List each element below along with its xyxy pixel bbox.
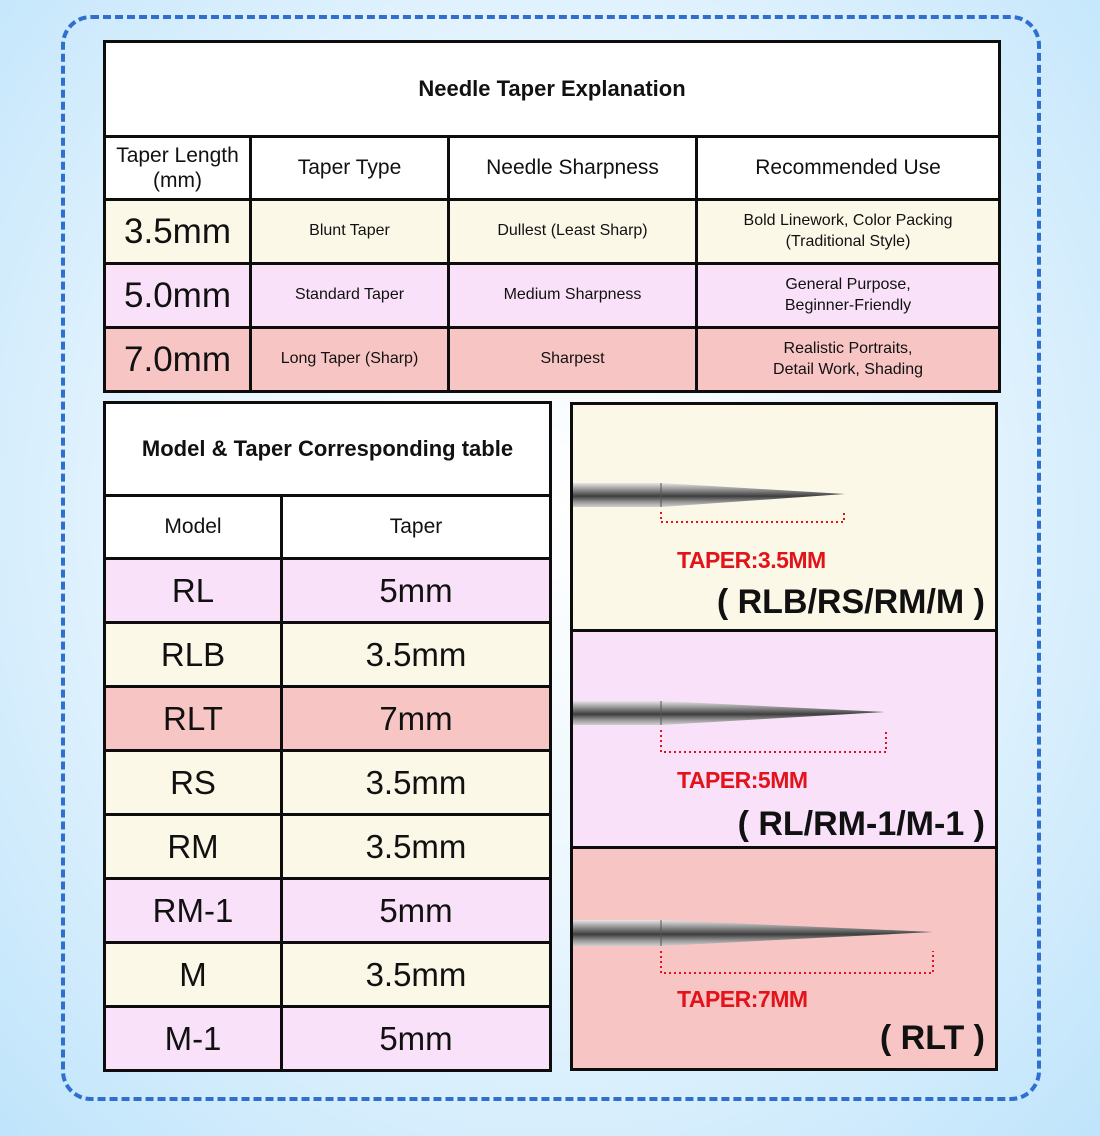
model-cell: RM-1 — [105, 879, 282, 943]
taper-label: TAPER:3.5MM — [677, 547, 826, 573]
header-needle-sharpness: Needle Sharpness — [449, 137, 697, 200]
model-row — [105, 879, 551, 943]
use-line: Realistic Portraits, — [783, 339, 913, 357]
taper-bracket — [661, 951, 933, 973]
explanation-row — [105, 264, 1000, 328]
taper-cell: 3.5mm — [282, 623, 551, 687]
needle-panel-5mm — [570, 629, 998, 846]
taper-type-cell: Blunt Taper — [251, 200, 449, 264]
model-row — [105, 751, 551, 815]
header-recommended-use: Recommended Use — [697, 137, 1000, 200]
sharpness-cell: Dullest (Least Sharp) — [449, 200, 697, 264]
model-cell: RM — [105, 815, 282, 879]
needle-taper-explanation-table — [103, 40, 1001, 393]
header-taper-type: Taper Type — [251, 137, 449, 200]
use-line: Bold Linework, Color Packing — [743, 211, 953, 229]
explanation-title: Needle Taper Explanation — [105, 42, 1000, 137]
taper-type-cell: Standard Taper — [251, 264, 449, 328]
model-table-title: Model & Taper Corresponding table — [105, 403, 551, 496]
taper-label: TAPER:7MM — [677, 986, 808, 1012]
taper-cell: 3.5mm — [282, 815, 551, 879]
taper-cell: 5mm — [282, 559, 551, 623]
model-cell: M — [105, 943, 282, 1007]
model-cell: RL — [105, 559, 282, 623]
panel-models-label: ( RL/RM-1/M-1 ) — [737, 805, 985, 843]
use-line: Detail Work, Shading — [773, 360, 924, 378]
header-taper-length: Taper Length (mm) — [105, 137, 251, 200]
use-line: General Purpose, — [785, 275, 911, 293]
needle-shape — [573, 920, 933, 946]
explanation-row — [105, 328, 1000, 392]
use-line: Beginner-Friendly — [784, 296, 912, 314]
needle-shape — [573, 701, 885, 725]
needle-panel-7mm — [570, 846, 998, 1071]
taper-bracket — [661, 730, 886, 752]
model-taper-table — [103, 401, 552, 1072]
taper-length-cell: 3.5mm — [105, 200, 251, 264]
model-row — [105, 559, 551, 623]
panel-models-label: ( RLB/RS/RM/M ) — [716, 583, 985, 621]
taper-length-cell: 5.0mm — [105, 264, 251, 328]
taper-cell: 3.5mm — [282, 751, 551, 815]
taper-cell: 3.5mm — [282, 943, 551, 1007]
recommended-use-cell — [697, 200, 1000, 264]
model-row — [105, 1007, 551, 1071]
recommended-use-cell — [697, 264, 1000, 328]
model-cell: M-1 — [105, 1007, 282, 1071]
explanation-row — [105, 200, 1000, 264]
use-line: (Traditional Style) — [785, 232, 911, 250]
taper-type-cell: Long Taper (Sharp) — [251, 328, 449, 392]
taper-length-cell: 7.0mm — [105, 328, 251, 392]
panel-models-label: ( RLT ) — [879, 1019, 985, 1057]
taper-cell: 5mm — [282, 879, 551, 943]
taper-label: TAPER:5MM — [677, 767, 808, 793]
model-row — [105, 623, 551, 687]
model-cell: RLT — [105, 687, 282, 751]
needle-shape — [573, 483, 845, 507]
model-row — [105, 815, 551, 879]
sharpness-cell: Sharpest — [449, 328, 697, 392]
taper-cell: 7mm — [282, 687, 551, 751]
taper-bracket — [661, 512, 844, 522]
sharpness-cell: Medium Sharpness — [449, 264, 697, 328]
taper-cell: 5mm — [282, 1007, 551, 1071]
model-cell: RLB — [105, 623, 282, 687]
header-model: Model — [105, 496, 282, 559]
model-row — [105, 943, 551, 1007]
model-cell: RS — [105, 751, 282, 815]
header-taper: Taper — [282, 496, 551, 559]
recommended-use-cell — [697, 328, 1000, 392]
needle-panel-3-5mm — [570, 402, 998, 629]
model-row — [105, 687, 551, 751]
